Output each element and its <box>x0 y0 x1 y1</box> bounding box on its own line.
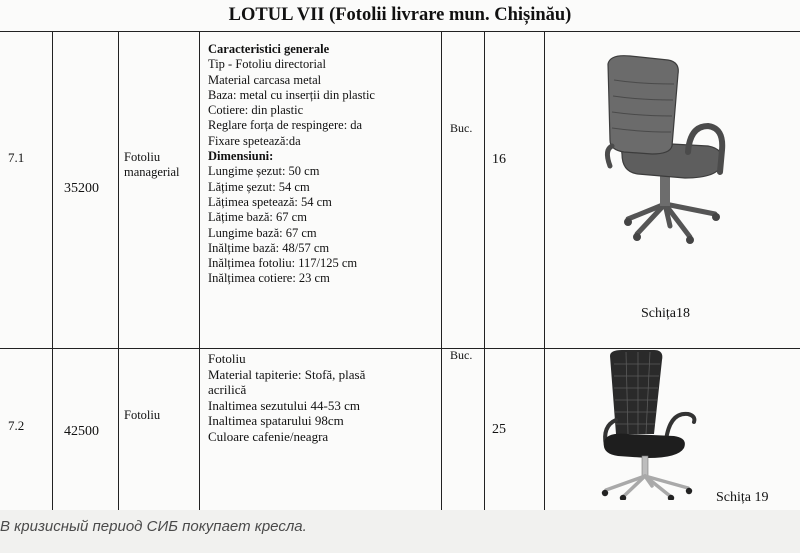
spec-line: acrilică <box>208 382 247 398</box>
spec-line: Fotoliu <box>208 351 246 366</box>
item-name <box>124 150 180 180</box>
table-grid-line <box>199 31 200 510</box>
spec-line: Reglare forța de respingere: da <box>208 118 363 133</box>
caption-text: В кризисный период СИБ покупает кресла. <box>0 518 307 535</box>
table-row-divider <box>0 348 800 349</box>
row-number: 7.1 <box>8 150 25 165</box>
spec-line: Inălțimea cotiere: 23 cm <box>208 271 330 286</box>
table-grid-line <box>52 31 53 510</box>
row-number: 7.2 <box>8 418 25 433</box>
spec-line: Material carcasa metal <box>208 72 322 87</box>
quantity: 16 <box>492 152 506 167</box>
table-grid-line <box>441 31 442 510</box>
spec-line: Culoare cafenie/neagra <box>208 428 329 444</box>
table-grid-line <box>484 31 485 510</box>
spec-line: Lățime bază: 67 cm <box>208 210 307 225</box>
spec-line: Dimensiuni: <box>208 149 274 164</box>
spec-line: Lățimea spetează: 54 cm <box>208 194 332 209</box>
item-code: 42500 <box>64 424 99 439</box>
spec-line: Tip - Fotoliu directorial <box>208 57 326 72</box>
spec-line: Cotiere: din plastic <box>208 103 304 118</box>
table-grid-line <box>118 31 119 510</box>
item-specifications <box>208 351 365 445</box>
item-specifications <box>208 42 375 287</box>
lot-title: LOTUL VII (Fotolii livrare mun. Chișinău) <box>0 0 800 32</box>
spec-line: Lățime șezut: 54 cm <box>208 179 310 194</box>
spec-line: Caracteristici generale <box>208 42 330 56</box>
spec-line: Material tapiterie: Stofă, plasă <box>208 366 366 382</box>
mesh-chair-sketch <box>592 350 702 500</box>
spec-line: Inălțimea fotoliu: 117/125 cm <box>208 256 358 271</box>
spec-line: Fixare spetează:da <box>208 133 301 148</box>
unit-label: Buc. <box>450 121 473 135</box>
spec-line: Inălțime bază: 48/57 cm <box>208 240 330 255</box>
executive-chair-sketch <box>590 54 740 244</box>
sketch-label: Schița18 <box>641 306 690 321</box>
item-name-line: Fotoliu <box>124 408 161 422</box>
table-grid-line <box>544 31 545 510</box>
spec-line: Inaltimea spatarului 98cm <box>208 413 344 429</box>
spec-line: Baza: metal cu inserții din plastic <box>208 87 375 102</box>
sketch-label: Schița 19 <box>716 490 769 505</box>
quantity: 25 <box>492 422 506 437</box>
item-name-line: Fotoliu <box>124 150 161 164</box>
item-name-line: managerial <box>124 165 180 179</box>
item-name <box>124 408 160 423</box>
spec-line: Inaltimea sezutului 44-53 cm <box>208 397 360 413</box>
item-code: 35200 <box>64 181 99 196</box>
spec-line: Lungime șezut: 50 cm <box>208 164 320 179</box>
image-caption <box>0 510 800 553</box>
unit-label: Buc. <box>450 348 473 362</box>
spec-line: Lungime bază: 67 cm <box>208 225 317 240</box>
